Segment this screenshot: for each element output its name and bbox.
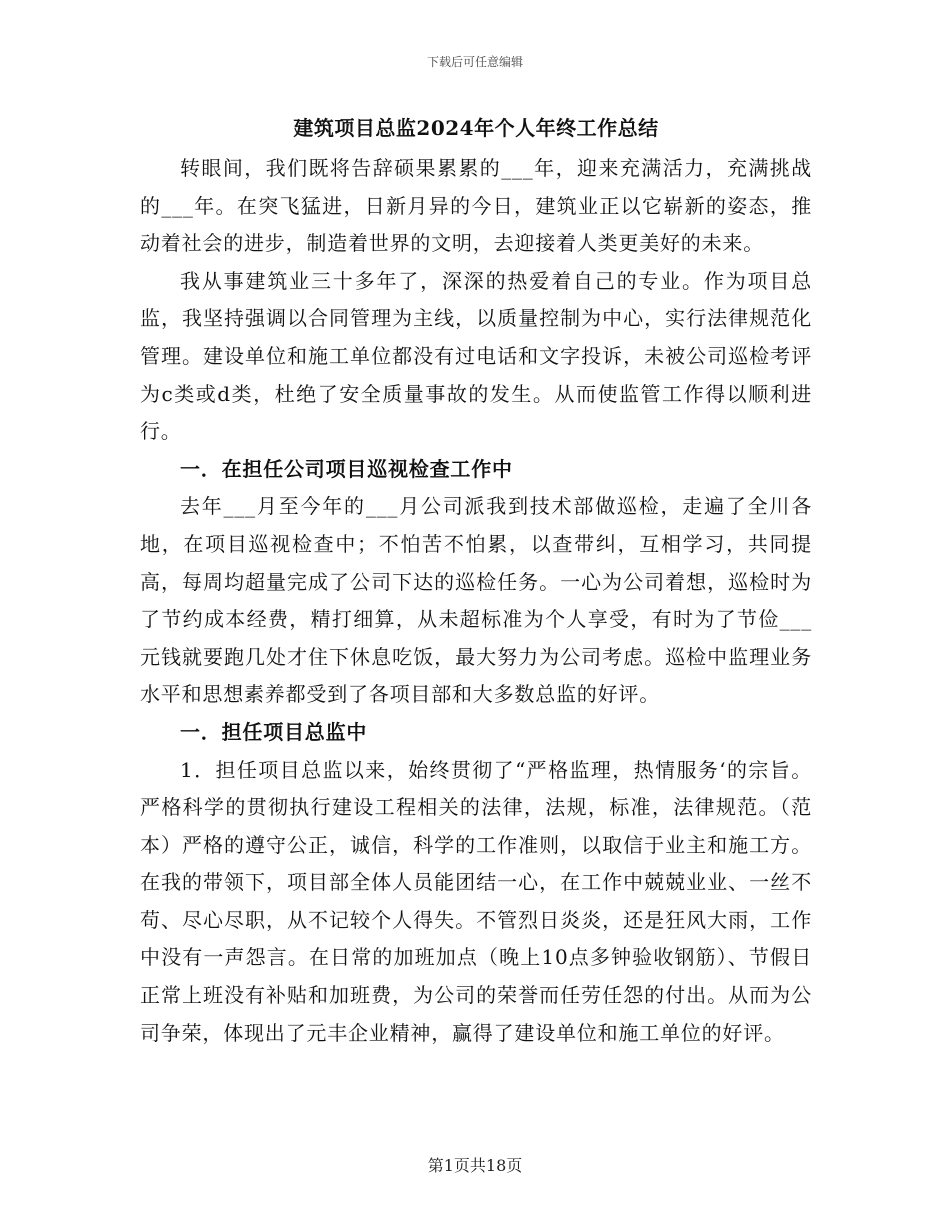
section1-heading: 一．在担任公司项目巡视检查工作中 [180, 456, 513, 481]
section2-heading: 一．担任项目总监中 [180, 719, 368, 744]
section2-paragraph: 1．担任项目总监以来，始终贯彻了“严格监理，热情服务‘的宗旨。严格科学的贯彻执行建设工程相关的法律，法规，标准，法律规范。（范本）严格的遵守公正，诚信，科学的工作准则，以取信于业主和施工方。在我的带领下，项目部全体人员能团结一心，在工作中兢兢业业、一丝不苟、尽心尽职，从不记较个人得失。不管烈日炎炎，还是狂风大雨，工作中没有一声怨言。在日常的加班加点（晚上10点多钟验收钢筋）、节假日正常上班没有补贴和加班费，为公司的荣誉而任劳任怨的付出。从而为公司争荣，体现出了元丰企业精神，赢得了建设单位和施工单位的好评。 [140, 757, 812, 1045]
page-footer: 第1页共18页 [427, 1156, 523, 1175]
paragraph-intro: 转眼间，我们既将告辞硕果累累的___年，迎来充满活力，充满挑战的___年。在突飞猛进，日新月异的今日，建筑业正以它崭新的姿态，推动着社会的进步，制造着世界的文明，去迎接着人类更美好的未来。 [140, 156, 812, 256]
section1-paragraph: 去年___月至今年的___月公司派我到技术部做巡检，走遍了全川各地，在项目巡视检查中；不怕苦不怕累，以查带纠，互相学习，共同提高，每周均超量完成了公司下达的巡检任务。一心为公司着想，巡检时为了节约成本经费，精打细算，从未超标准为个人享受，有时为了节俭___元钱就要跑几处才住下休息吃饭，最大努力为公司考虑。巡检中监理业务水平和思想素养都受到了各项目部和大多数总监的好评。 [140, 494, 812, 707]
document-title: 建筑项目总监2024年个人年终工作总结 [293, 116, 659, 140]
document-body [140, 112, 812, 1052]
paragraph-experience: 我从事建筑业三十多年了，深深的热爱着自己的专业。作为项目总监，我坚持强调以合同管理为主线，以质量控制为中心，实行法律规范化管理。建设单位和施工单位都没有过电话和文字投诉，未被公司巡检考评为c类或d类，杜绝了安全质量事故的发生。从而使监管工作得以顺利进行。 [140, 268, 812, 444]
header-note: 下载后可任意编辑 [426, 55, 523, 69]
